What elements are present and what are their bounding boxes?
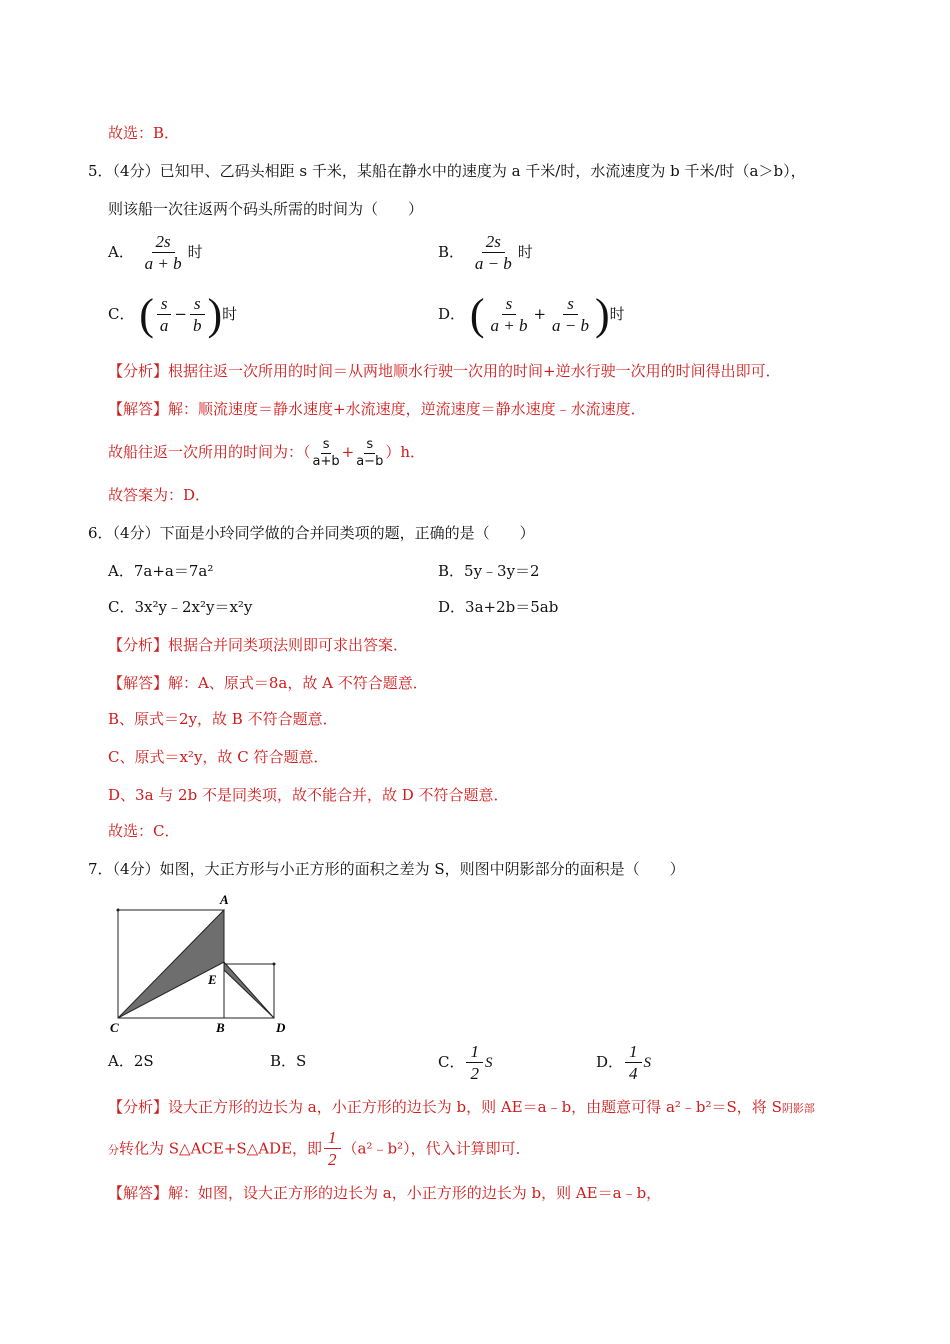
label-b: B <box>216 1020 225 1035</box>
q5-stem-line2: 则该船一次往返两个码头所需的时间为（ ） <box>108 200 424 218</box>
q7-figure <box>108 890 298 1035</box>
q7-stem: 7．（4分）如图，大正方形与小正方形的面积之差为 S，则图中阴影部分的面积是（ ） <box>88 860 685 878</box>
q5-analysis: 【分析】根据往返一次所用的时间＝从两地顺水行驶一次用的时间+逆水行驶一次用的时间得出即可． <box>108 362 781 380</box>
q6-solution-3: C、原式＝x²y，故 C 符合题意． <box>108 748 329 766</box>
q6-analysis: 【分析】根据合并同类项法则即可求出答案． <box>108 636 409 654</box>
label-e: E <box>208 972 217 987</box>
q6-option-d: D．3a+2b＝5ab <box>438 598 559 616</box>
q5-option-c: C． ( $\frac{s}{a}$ − $\frac{s}{b}$ )时 <box>108 290 238 339</box>
q4-answer: 故选：B． <box>108 124 180 142</box>
q7-solution: 【解答】解：如图，设大正方形的边长为 a，小正方形的边长为 b，则 AE＝a﹣b， <box>108 1184 662 1202</box>
q5-option-a: A． $\frac{2s}{a + b}$ 时 <box>108 231 203 273</box>
q7-option-d: D． $\frac{1}{4}$ S <box>596 1041 652 1083</box>
q6-stem: 6．（4分）下面是小玲同学做的合并同类项的题，正确的是（ ） <box>88 524 535 542</box>
label-d: D <box>276 1020 286 1035</box>
q7-option-c: C． $\frac{1}{2}$ S <box>438 1041 493 1083</box>
q6-option-b: B．5y﹣3y＝2 <box>438 562 540 580</box>
q7-analysis-2: 分转化为 S△ACE+S△ADE，即 $\frac{1}{2}$ （a²﹣b²），代入计算即可． <box>108 1128 531 1169</box>
q6-option-a: A．7a+a＝7a² <box>108 562 214 580</box>
q6-solution-1: 【解答】解：A、原式＝8a，故 A 不符合题意． <box>108 674 428 692</box>
q7-option-a: A．2S <box>108 1052 154 1070</box>
q5-stem-line1: 5．（4分）已知甲、乙码头相距 s 千米，某船在静水中的速度为 a 千米/时，水流速度为 b 千米/时（a＞b）， <box>88 162 806 180</box>
q5-option-b: B． $\frac{2s}{a - b}$ 时 <box>438 231 533 273</box>
label-a: A <box>220 892 229 907</box>
q7-analysis-1: 【分析】设大正方形的边长为 a，小正方形的边长为 b，则 AE＝a﹣b，由题意可得 a²﹣b²＝S，将 S阴影部 <box>108 1098 815 1116</box>
q6-final: 故选：C． <box>108 822 180 840</box>
q5-solution: 【解答】解：顺流速度＝静水速度+水流速度，逆流速度＝静水速度﹣水流速度． <box>108 400 646 418</box>
q6-option-c: C．3x²y﹣2x²y＝x²y <box>108 598 253 616</box>
q6-solution-2: B、原式＝2y，故 B 不符合题意． <box>108 710 338 728</box>
label-c: C <box>110 1020 119 1035</box>
q5-final: 故答案为：D． <box>108 486 211 504</box>
q7-option-b: B．S <box>270 1052 307 1070</box>
q6-solution-4: D、3a 与 2b 不是同类项，故不能合并，故 D 不符合题意． <box>108 786 509 804</box>
q5-option-d: D． ( $\frac{s}{a + b}$ + $\frac{s}{a - b}$ )时 <box>438 290 625 339</box>
q5-solution-2: 故船往返一次所用的时间为：（ $\frac{s}{a+b}$ + $\frac{s}{a-b}$ ）h． <box>108 436 426 469</box>
